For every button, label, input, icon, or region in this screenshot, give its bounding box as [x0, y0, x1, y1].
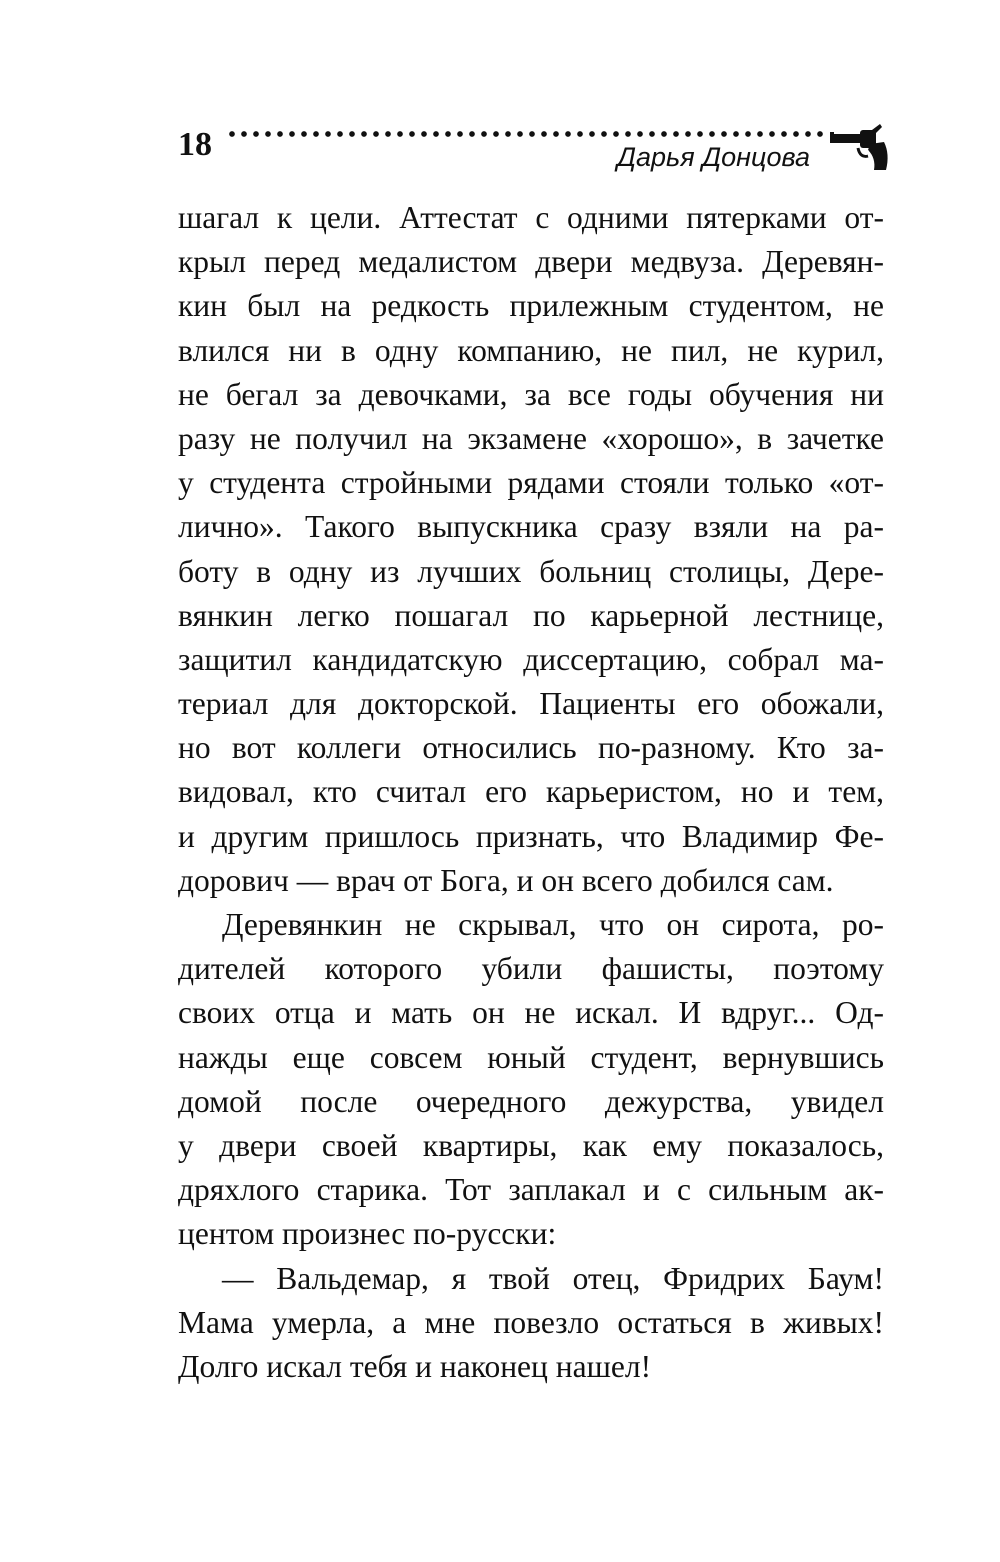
text-line: Долго искал тебя и наконец нашел! [178, 1348, 652, 1384]
text-line: териал для докторской. Пациенты его обожали, [178, 686, 884, 722]
text-line: у студента стройными рядами стояли только «от- [178, 465, 884, 501]
text-line: боту в одну из лучших больниц столицы, Дере- [178, 553, 884, 589]
text-line: своих отца и мать он не искал. И вдруг... Од- [178, 995, 884, 1031]
text-line: видовал, кто считал его карьеристом, но и тем, [178, 774, 884, 810]
text-line: — Вальдемар, я твой отец, Фридрих Баум! [222, 1260, 884, 1296]
text-line: разу не получил на экзамене «хорошо», в зачетке [178, 420, 884, 456]
text-line: шагал к цели. Аттестат с одними пятерками от- [178, 200, 884, 235]
revolver-icon [830, 124, 890, 172]
text-line: кин был на редкость прилежным студентом, не [178, 288, 884, 324]
text-line: дряхлого старика. Тот заплакал и с сильным ак- [178, 1172, 884, 1208]
text-line: не бегал за девочками, за все годы обучения ни [178, 376, 884, 412]
text-line: у двери своей квартиры, как ему показалось, [178, 1127, 884, 1163]
text-line: крыл перед медалистом двери медвуза. Деревян- [178, 244, 884, 280]
text-line: дителей которого убили фашисты, поэтому [178, 951, 884, 987]
text-line: и другим пришлось признать, что Владимир Фе- [178, 818, 884, 854]
text-line: дорович — врач от Бога, и он всего добился сам. [178, 862, 834, 898]
text-line: но вот коллеги относились по-разному. Кто за- [178, 730, 884, 766]
text-line: домой после очередного дежурства, увидел [178, 1083, 884, 1119]
text-line: вянкин легко пошагал по карьерной лестнице, [178, 597, 884, 633]
body-text [178, 196, 884, 1389]
text-line: влился ни в одну компанию, не пил, не курил, [178, 332, 884, 368]
text-line: нажды еще совсем юный студент, вернувшись [178, 1039, 884, 1075]
page-number: 18 [178, 126, 212, 163]
text-line: лично». Такого выпускника сразу взяли на ра- [178, 509, 884, 545]
author-name: Дарья Донцова [616, 142, 810, 172]
running-header [178, 118, 892, 188]
text-line: Мама умерла, а мне повезло остаться в живых! [178, 1304, 884, 1340]
dotted-rule [226, 130, 824, 138]
text-line: центом произнес по-русски: [178, 1216, 557, 1252]
text-line: Деревянкин не скрывал, что он сирота, ро- [222, 907, 884, 942]
text-line: защитил кандидатскую диссертацию, собрал ма- [178, 641, 884, 677]
